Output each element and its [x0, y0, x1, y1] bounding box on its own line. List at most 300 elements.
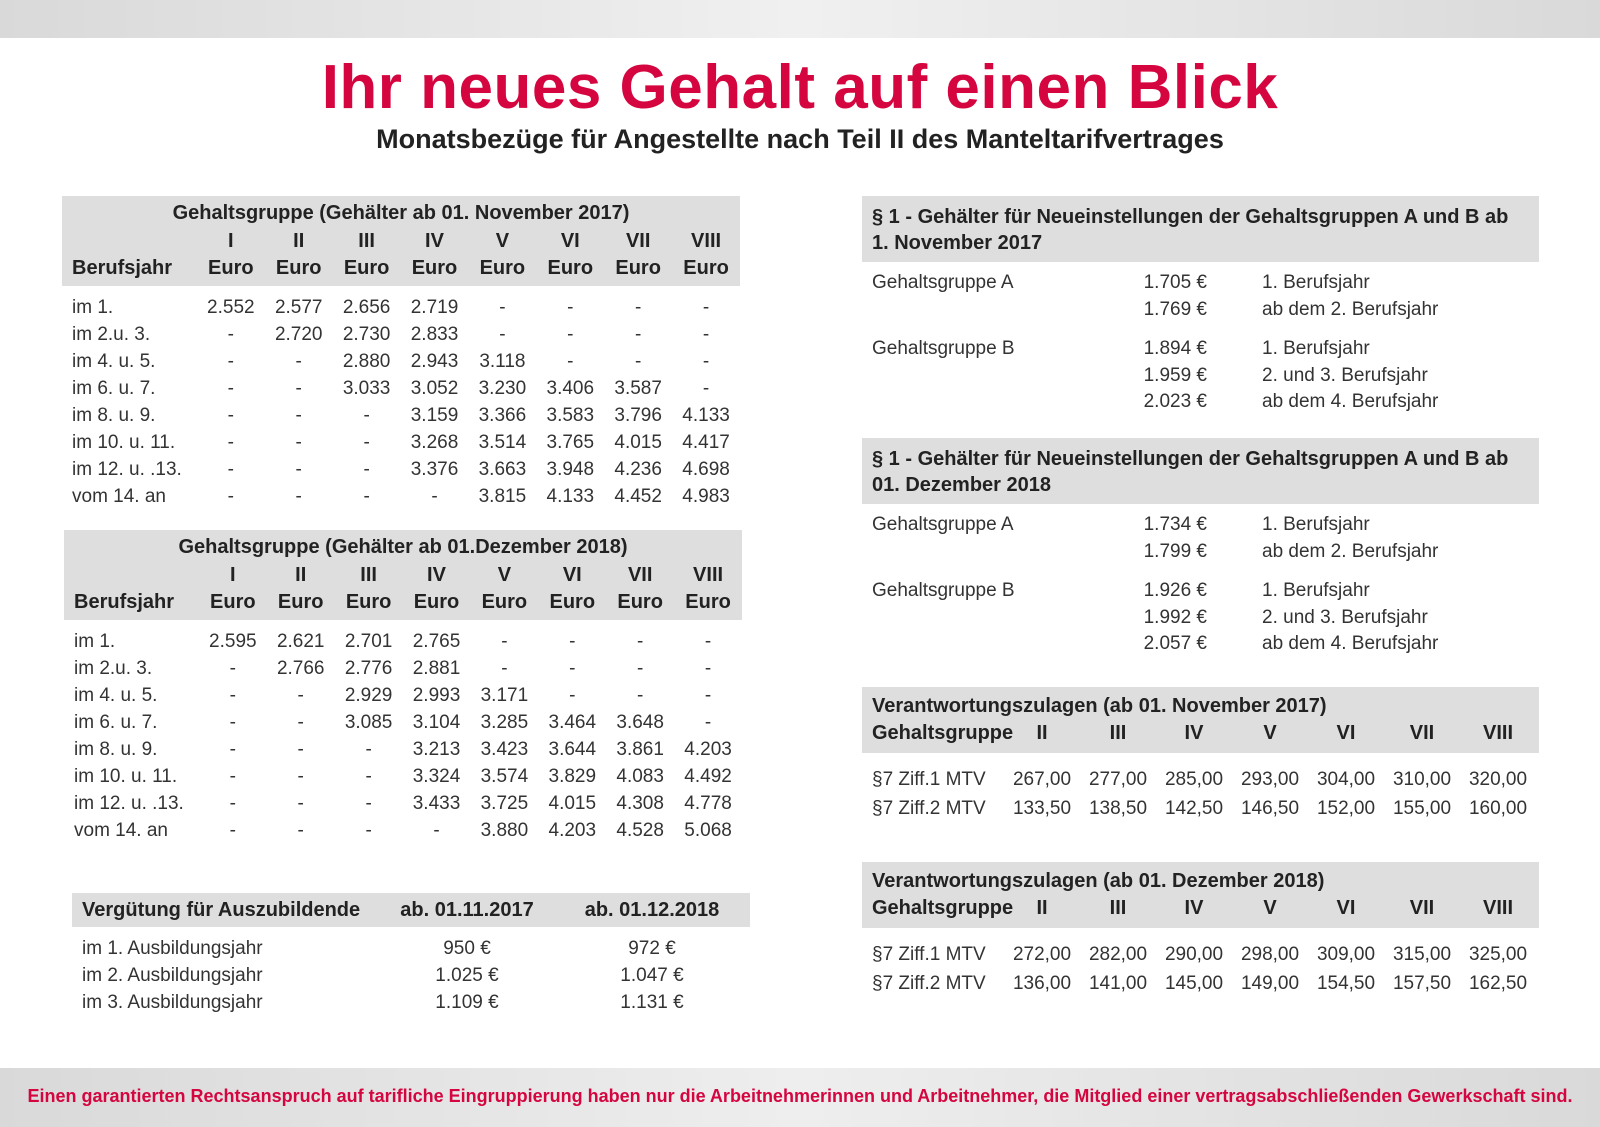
group-header: Gehaltsgruppe	[872, 896, 1014, 919]
footer-note: Einen garantierten Rechtsanspruch auf tarifliche Eingruppierung haben nur die Arbeitnehmerinnen und Arbeitnehmer, die Mitglied einer vertragsabschließenden Gewerkschaft sind.	[27, 1086, 1573, 1106]
allowance-cell: 141,00	[1088, 972, 1148, 994]
apprentice-col-2017: ab. 01.11.2017	[400, 898, 534, 921]
group-label: III	[1109, 896, 1127, 919]
salary-cell: 4.015	[548, 792, 597, 814]
unit-label: Euro	[413, 591, 460, 613]
table-row	[62, 321, 740, 348]
allowance-cell: 154,50	[1316, 972, 1376, 994]
group-name: Gehaltsgruppe A	[872, 514, 1014, 536]
salary-cell: -	[431, 485, 438, 507]
allowances-2018-panel	[862, 862, 1539, 998]
salary-cell: 2.701	[344, 630, 393, 652]
group-row	[62, 228, 740, 255]
group-label: VII	[1409, 721, 1435, 744]
unit-label: Euro	[615, 257, 661, 279]
berufsjahr-label: im 8. u. 9.	[74, 738, 158, 760]
salary-amount: 1.734 €	[1143, 514, 1207, 536]
salary-cell: 3.118	[479, 350, 526, 372]
table-row	[62, 375, 740, 402]
group-label: IV	[1184, 896, 1204, 919]
salary-table-title: Gehaltsgruppe (Gehälter ab 01.Dezember 2018)	[178, 536, 628, 558]
allowance-cell: 157,50	[1392, 972, 1452, 994]
list-item	[862, 512, 1539, 539]
salary-cell: 3.033	[342, 377, 391, 399]
salary-cell: -	[363, 404, 370, 426]
group-label: I	[230, 564, 236, 586]
allowance-cell: 160,00	[1468, 797, 1528, 819]
salary-cell: 3.880	[480, 819, 529, 841]
unit-label: Euro	[275, 257, 322, 279]
unit-label: Euro	[411, 257, 458, 279]
salary-cell: -	[229, 819, 236, 841]
allowance-cell: 152,00	[1316, 797, 1376, 819]
berufsjahr-desc: ab dem 4. Berufsjahr	[1262, 391, 1439, 413]
page-subtitle: Monatsbezüge für Angestellte nach Teil II des Manteltarifvertrages	[376, 124, 1224, 154]
group-label: II	[1036, 896, 1048, 919]
group-label: V	[1263, 721, 1277, 744]
salary-cell: -	[567, 350, 574, 372]
list-item	[862, 578, 1539, 605]
berufsjahr-desc: 1. Berufsjahr	[1262, 514, 1370, 536]
salary-cell: -	[227, 350, 234, 372]
berufsjahr-label: vom 14. an	[74, 819, 168, 841]
salary-table-title: Gehaltsgruppe (Gehälter ab 01. November 2017)	[172, 202, 630, 224]
salary-cell: 3.171	[480, 684, 529, 706]
salary-table-body	[62, 286, 740, 510]
salary-cell: -	[295, 377, 302, 399]
salary-cell: 4.203	[684, 738, 732, 760]
salary-cell: 3.574	[480, 765, 529, 787]
salary-amount: 1.894 €	[1143, 338, 1207, 360]
salary-cell: -	[363, 431, 370, 453]
unit-label: Euro	[685, 591, 731, 613]
salary-cell: -	[295, 431, 302, 453]
unit-label: Euro	[683, 257, 729, 279]
salary-cell: 2.881	[412, 657, 461, 679]
salary-cell: 3.230	[478, 377, 527, 399]
berufsjahr-label: im 1.	[74, 630, 116, 652]
berufsjahr-label: im 8. u. 9.	[72, 404, 156, 426]
salary-cell: 3.514	[478, 431, 527, 453]
salary-cell: -	[295, 404, 302, 426]
salary-cell: 2.776	[344, 657, 393, 679]
berufsjahr-label: im 4. u. 5.	[72, 350, 156, 372]
salary-cell: 3.765	[546, 431, 595, 453]
berufsjahr-desc: 1. Berufsjahr	[1262, 338, 1370, 360]
table-row	[72, 962, 750, 989]
table-row	[64, 709, 742, 736]
salary-cell: -	[227, 485, 234, 507]
allowance-cell: 272,00	[1012, 943, 1072, 965]
apprentice-pay-2017: 1.025 €	[435, 964, 499, 986]
salary-cell: 2.621	[276, 630, 325, 652]
allowance-cell: 142,50	[1164, 797, 1224, 819]
allowances-2017-title: Verantwortungszulagen (ab 01. November 2017)	[872, 695, 1327, 717]
table-row	[64, 682, 742, 709]
table-row	[62, 294, 740, 321]
salary-cell: 2.929	[344, 684, 393, 706]
salary-cell: 3.583	[546, 404, 595, 426]
allowance-cell: 267,00	[1012, 768, 1072, 790]
group-label: III	[1109, 721, 1127, 744]
salary-cell: 2.943	[410, 350, 459, 372]
allowances-2018-title: Verantwortungszulagen (ab 01. Dezember 2018)	[872, 870, 1325, 892]
berufsjahr-desc: 2. und 3. Berufsjahr	[1262, 364, 1428, 386]
salary-amount: 1.705 €	[1143, 272, 1207, 294]
salary-table-header	[64, 530, 742, 620]
salary-cell: 2.552	[207, 296, 255, 318]
table-row	[62, 483, 740, 510]
salary-cell: -	[297, 792, 304, 814]
salary-cell: -	[704, 630, 712, 652]
allowance-label: §7 Ziff.1 MTV	[872, 768, 986, 790]
salary-cell: 3.663	[478, 458, 527, 480]
berufsjahr-desc: ab dem 2. Berufsjahr	[1262, 540, 1439, 562]
table-row	[62, 348, 740, 375]
group-label: II	[293, 230, 305, 252]
berufsjahr-label: im 2.u. 3.	[72, 323, 151, 345]
list-item	[862, 631, 1539, 658]
salary-amount: 1.959 €	[1143, 364, 1207, 386]
table-row	[862, 969, 1539, 998]
allowance-cell: 146,50	[1240, 797, 1300, 819]
apprentice-pay-2018: 1.131 €	[620, 991, 684, 1013]
salary-amount: 2.023 €	[1143, 391, 1207, 413]
new-hires-2018-panel	[862, 438, 1539, 658]
salary-cell: 3.829	[548, 765, 597, 787]
salary-cell: -	[229, 792, 236, 814]
berufsjahr-label: im 12. u. .13.	[72, 458, 182, 480]
table-row	[862, 794, 1539, 823]
group-label: VIII	[693, 564, 724, 586]
salary-cell: -	[704, 684, 712, 706]
allowance-cell: 315,00	[1392, 943, 1452, 965]
salary-cell: 2.730	[342, 323, 391, 345]
allowance-cell: 138,50	[1088, 797, 1148, 819]
group-name: Gehaltsgruppe B	[872, 338, 1015, 360]
table-row	[72, 935, 750, 962]
allowance-label: §7 Ziff.2 MTV	[872, 972, 986, 994]
salary-cell: -	[229, 738, 236, 760]
salary-cell: -	[499, 323, 506, 345]
salary-cell: 2.656	[342, 296, 391, 318]
berufsjahr-label: im 4. u. 5.	[74, 684, 158, 706]
list-item	[862, 363, 1539, 390]
new-hires-2018-body	[862, 504, 1539, 658]
salary-cell: -	[567, 323, 574, 345]
apprentice-table-header	[72, 893, 750, 927]
salary-cell: -	[297, 711, 304, 733]
allowance-label: §7 Ziff.2 MTV	[872, 797, 986, 819]
salary-cell: -	[365, 738, 372, 760]
salary-cell: 4.983	[682, 485, 730, 507]
table-row	[64, 790, 742, 817]
allowance-label: §7 Ziff.1 MTV	[872, 943, 986, 965]
salary-cell: 3.085	[344, 711, 393, 733]
salary-cell: -	[297, 684, 304, 706]
group-label: IV	[425, 230, 444, 252]
berufsjahr-desc: ab dem 4. Berufsjahr	[1262, 633, 1439, 655]
table-row	[64, 763, 742, 790]
table-row	[64, 817, 742, 844]
salary-cell: 3.433	[412, 792, 461, 814]
salary-cell: 4.452	[614, 485, 662, 507]
allowance-cell: 320,00	[1468, 768, 1528, 790]
group-label: IV	[427, 564, 446, 586]
salary-cell: 4.133	[682, 404, 730, 426]
salary-cell: 2.993	[412, 684, 461, 706]
salary-cell: 3.324	[412, 765, 461, 787]
list-item	[862, 270, 1539, 297]
list-item	[862, 389, 1539, 416]
apprentice-pay-2018: 972 €	[628, 937, 676, 959]
row-header: Berufsjahr	[72, 257, 173, 279]
unit-label: Euro	[343, 257, 390, 279]
group-label: VI	[1336, 896, 1356, 919]
group-label: VII	[1409, 896, 1435, 919]
allowances-2017-header	[862, 687, 1539, 753]
salary-cell: -	[229, 711, 236, 733]
allowance-cell: 133,50	[1012, 797, 1072, 819]
salary-cell: -	[227, 431, 234, 453]
group-label: V	[1263, 896, 1277, 919]
apprentice-pay-2017: 1.109 €	[435, 991, 499, 1013]
salary-cell: -	[229, 657, 236, 679]
unit-label: Euro	[547, 257, 594, 279]
group-label: VI	[1336, 721, 1356, 744]
salary-cell: -	[365, 792, 372, 814]
table-row	[64, 628, 742, 655]
list-item	[862, 336, 1539, 363]
group-label: IV	[1184, 721, 1204, 744]
salary-cell: -	[501, 630, 508, 652]
salary-cell: 3.644	[548, 738, 597, 760]
salary-cell: -	[295, 458, 302, 480]
salary-amount: 1.926 €	[1143, 580, 1207, 602]
group-label: V	[495, 230, 510, 252]
salary-cell: -	[567, 296, 574, 318]
salary-cell: 3.423	[480, 738, 529, 760]
salary-cell: 3.366	[478, 404, 527, 426]
salary-cell: -	[635, 350, 642, 372]
table-row	[862, 765, 1539, 794]
salary-cell: 2.833	[410, 323, 459, 345]
salary-cell: -	[702, 350, 710, 372]
allowance-cell: 293,00	[1240, 768, 1300, 790]
berufsjahr-label: im 2.u. 3.	[74, 657, 153, 679]
salary-cell: 3.796	[614, 404, 662, 426]
berufsjahr-label: im 6. u. 7.	[72, 377, 156, 399]
salary-cell: -	[363, 485, 370, 507]
salary-cell: -	[569, 630, 576, 652]
salary-cell: 3.648	[616, 711, 664, 733]
footer-banner	[0, 1068, 1600, 1127]
salary-cell: -	[227, 377, 234, 399]
allowance-cell: 298,00	[1240, 943, 1300, 965]
salary-cell: 3.268	[410, 431, 459, 453]
unit-row	[64, 589, 742, 616]
salary-cell: -	[295, 485, 302, 507]
salary-cell: -	[295, 350, 302, 372]
unit-label: Euro	[481, 591, 528, 613]
apprentice-col-2018: ab. 01.12.2018	[584, 898, 720, 921]
salary-cell: -	[229, 684, 236, 706]
berufsjahr-desc: 1. Berufsjahr	[1262, 272, 1370, 294]
table-row	[64, 736, 742, 763]
table-row	[64, 655, 742, 682]
berufsjahr-label: im 10. u. 11.	[74, 765, 178, 787]
salary-cell: -	[365, 819, 372, 841]
salary-cell: 2.595	[209, 630, 257, 652]
salary-amount: 1.799 €	[1143, 540, 1207, 562]
salary-cell: -	[297, 765, 304, 787]
salary-cell: -	[635, 296, 642, 318]
apprentice-year-label: im 3. Ausbildungsjahr	[82, 991, 263, 1013]
salary-cell: -	[433, 819, 440, 841]
allowances-2018-body	[862, 928, 1539, 998]
salary-cell: 4.492	[684, 765, 732, 787]
group-name: Gehaltsgruppe B	[872, 580, 1015, 602]
row-header: Berufsjahr	[74, 591, 175, 613]
salary-cell: 3.406	[546, 377, 595, 399]
salary-cell: 4.528	[616, 819, 664, 841]
salary-cell: 3.815	[478, 485, 527, 507]
salary-cell: 3.376	[410, 458, 459, 480]
unit-label: Euro	[345, 591, 392, 613]
salary-cell: 3.587	[614, 377, 662, 399]
unit-label: Euro	[208, 257, 254, 279]
group-label: I	[228, 230, 234, 252]
salary-cell: 2.880	[342, 350, 391, 372]
table-row	[62, 456, 740, 483]
salary-cell: -	[637, 630, 644, 652]
table-row	[72, 989, 750, 1016]
salary-cell: 3.052	[410, 377, 459, 399]
allowance-cell: 309,00	[1316, 943, 1376, 965]
new-hires-2017-title: § 1 - Gehälter für Neueinstellungen der Gehaltsgruppen A und B ab 1. November 2017	[862, 196, 1539, 262]
salary-cell: -	[569, 684, 576, 706]
allowance-cell: 282,00	[1088, 943, 1148, 965]
table-row	[62, 429, 740, 456]
allowance-cell: 304,00	[1316, 768, 1376, 790]
group-label: III	[358, 230, 375, 252]
salary-table-header	[62, 196, 740, 286]
salary-cell: 2.720	[274, 323, 323, 345]
salary-cell: -	[637, 657, 644, 679]
salary-cell: 4.778	[684, 792, 732, 814]
berufsjahr-label: vom 14. an	[72, 485, 166, 507]
apprentice-table-title: Vergütung für Auszubildende	[82, 898, 361, 921]
table-row	[62, 402, 740, 429]
unit-label: Euro	[549, 591, 596, 613]
salary-table-body	[64, 620, 742, 844]
salary-cell: 4.015	[614, 431, 662, 453]
group-label: II	[295, 564, 307, 586]
salary-cell: -	[227, 404, 234, 426]
group-label: VIII	[1482, 896, 1513, 919]
salary-cell: -	[704, 711, 712, 733]
allowance-cell: 162,50	[1468, 972, 1528, 994]
berufsjahr-desc: 2. und 3. Berufsjahr	[1262, 606, 1428, 628]
salary-cell: 3.948	[546, 458, 595, 480]
salary-cell: -	[297, 819, 304, 841]
group-header: Gehaltsgruppe	[872, 721, 1014, 744]
allowance-cell: 145,00	[1164, 972, 1224, 994]
list-item	[862, 605, 1539, 632]
salary-cell: 3.861	[616, 738, 664, 760]
salary-cell: 5.068	[684, 819, 732, 841]
salary-cell: 4.133	[546, 485, 595, 507]
berufsjahr-label: im 12. u. .13.	[74, 792, 184, 814]
salary-cell: 4.203	[548, 819, 597, 841]
salary-cell: -	[297, 738, 304, 760]
salary-cell: 4.083	[616, 765, 664, 787]
list-item	[862, 297, 1539, 324]
salary-cell: 3.213	[412, 738, 461, 760]
salary-amount: 1.769 €	[1143, 298, 1207, 320]
allowance-cell: 310,00	[1392, 768, 1452, 790]
allowance-cell: 149,00	[1240, 972, 1300, 994]
unit-label: Euro	[210, 591, 256, 613]
allowances-2017-panel	[862, 687, 1539, 823]
salary-amount: 2.057 €	[1143, 633, 1207, 655]
group-label: II	[1036, 721, 1048, 744]
allowance-cell: 136,00	[1012, 972, 1072, 994]
group-label: VIII	[1482, 721, 1513, 744]
group-label: VIII	[691, 230, 722, 252]
apprentice-table-body	[72, 927, 750, 1016]
group-label: V	[497, 564, 512, 586]
salary-cell: -	[702, 377, 710, 399]
apprentice-year-label: im 1. Ausbildungsjahr	[82, 937, 263, 959]
unit-label: Euro	[277, 591, 324, 613]
berufsjahr-label: im 6. u. 7.	[74, 711, 158, 733]
salary-cell: -	[637, 684, 644, 706]
salary-cell: -	[702, 323, 710, 345]
allowance-cell: 155,00	[1392, 797, 1452, 819]
apprentice-year-label: im 2. Ausbildungsjahr	[82, 964, 263, 986]
allowances-2017-body	[862, 753, 1539, 823]
salary-cell: -	[499, 296, 506, 318]
salary-cell: -	[569, 657, 576, 679]
page-title: Ihr neues Gehalt auf einen Blick	[321, 53, 1279, 122]
salary-cell: -	[365, 765, 372, 787]
group-spacer	[862, 323, 1539, 336]
salary-cell: -	[704, 657, 712, 679]
salary-amount: 1.992 €	[1143, 606, 1207, 628]
group-name: Gehaltsgruppe A	[872, 272, 1014, 294]
group-label: VII	[625, 230, 651, 252]
unit-label: Euro	[479, 257, 526, 279]
salary-cell: -	[227, 323, 234, 345]
unit-row	[62, 255, 740, 282]
salary-cell: 3.464	[548, 711, 597, 733]
table-row	[862, 940, 1539, 969]
allowance-cell: 325,00	[1468, 943, 1528, 965]
salary-cell: 2.765	[412, 630, 461, 652]
salary-cell: 4.236	[614, 458, 662, 480]
salary-cell: 3.725	[480, 792, 529, 814]
salary-cell: 4.308	[616, 792, 664, 814]
berufsjahr-desc: ab dem 2. Berufsjahr	[1262, 298, 1439, 320]
group-spacer	[862, 565, 1539, 578]
allowance-cell: 285,00	[1164, 768, 1224, 790]
salary-cell: 3.104	[412, 711, 461, 733]
allowances-2018-header	[862, 862, 1539, 928]
new-hires-2018-title: § 1 - Gehälter für Neueinstellungen der Gehaltsgruppen A und B ab 01. Dezember 2018	[862, 438, 1539, 504]
salary-table-2018	[64, 530, 742, 844]
salary-cell: 2.766	[276, 657, 325, 679]
